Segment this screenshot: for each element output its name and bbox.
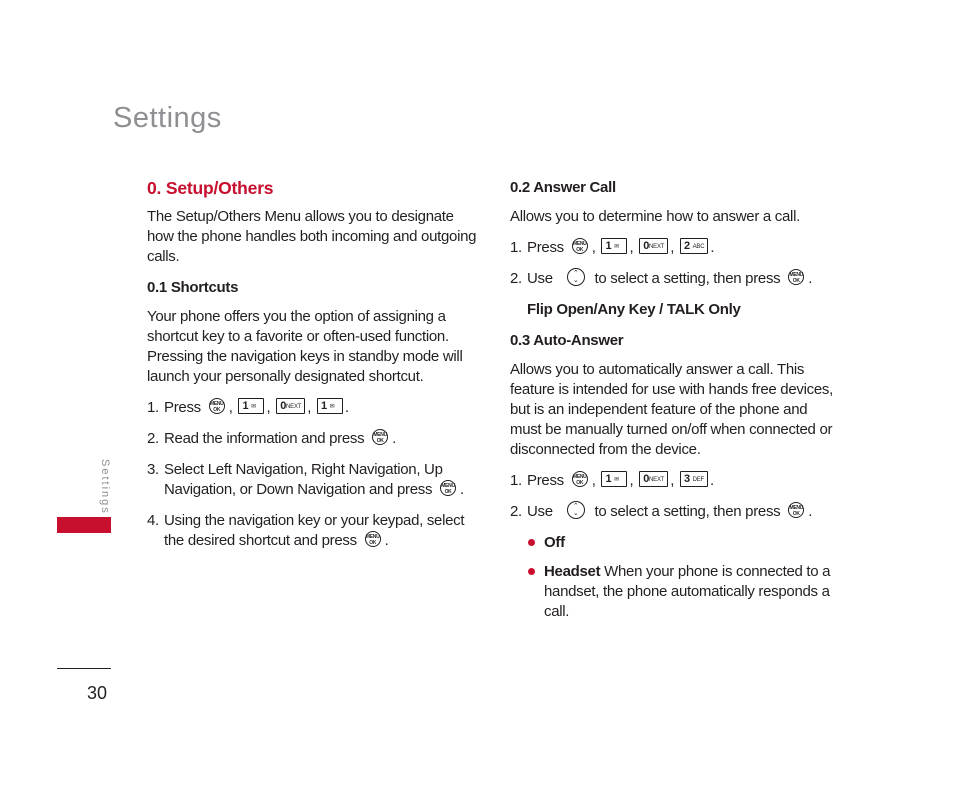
step-number: 1. <box>147 399 159 416</box>
side-tab-label: Settings <box>99 459 111 515</box>
shortcuts-description: Your phone offers you the option of assigning a shortcut key to a favorite or often-used function. Pressing the navigation keys in standby mode will launch your personally designated shortcut. <box>147 308 463 385</box>
step-text: Press <box>527 472 564 489</box>
step-text: Read the information and press <box>164 430 365 447</box>
menu-ok-key-icon: MENU OK <box>372 429 388 445</box>
step-number: 3. <box>147 461 159 478</box>
step-text: Press <box>527 239 564 256</box>
menu-ok-key-icon: MENU OK <box>572 471 588 487</box>
key-0-icon: 0NEXT <box>639 471 668 487</box>
step-number: 4. <box>147 512 159 529</box>
step-text: Select Left Navigation, Right Navigation, Up Navigation, or Down Navigation and press <box>164 461 443 498</box>
section-title: 0. Setup/Others <box>147 178 274 198</box>
step-number: 1. <box>510 472 522 489</box>
answer-call-step-1: 1. Press MENU OK , 1 ✉ , 0NEXT , 2 ABC . <box>510 239 715 256</box>
bullet-dot-icon <box>527 533 544 553</box>
bullet-headset <box>527 562 836 622</box>
bullet-off <box>527 533 836 553</box>
menu-ok-key-icon: MENU OK <box>788 502 804 518</box>
step-text: Using the navigation key or your keypad, select the desired shortcut and press <box>164 512 465 549</box>
shortcuts-step-4: 4. Using the navigation key or your keypad, select the desired shortcut and press MENU OK . <box>147 512 465 549</box>
auto-answer-step-1: 1. Press MENU OK , 1 ✉ , 0NEXT , 3 DEF . <box>510 472 714 489</box>
left-column <box>147 178 479 562</box>
footer-rule <box>57 668 111 669</box>
step-text: Use <box>527 503 553 520</box>
step-number: 2. <box>510 503 522 520</box>
section-intro: The Setup/Others Menu allows you to designate how the phone handles both incoming and outgoing calls. <box>147 208 477 265</box>
menu-ok-key-icon: MENU OK <box>788 269 804 285</box>
key-1-icon: 1 ✉ <box>317 398 343 414</box>
shortcuts-step-2: 2. Read the information and press MENU OK . <box>147 430 397 447</box>
key-0-icon: 0NEXT <box>639 238 668 254</box>
shortcuts-step-1: 1. Press MENU OK , 1 ✉ , 0NEXT , 1 ✉ . <box>147 399 349 416</box>
subsection-title-shortcuts: 0.1 Shortcuts <box>147 279 239 296</box>
menu-ok-key-icon: MENU OK <box>365 531 381 547</box>
side-tab-bar <box>57 517 111 533</box>
menu-ok-key-icon: MENU OK <box>572 238 588 254</box>
auto-answer-step-2: 2. Use ⌃ ⌄ to select a setting, then press MENU OK . <box>510 503 813 520</box>
subsection-title-auto-answer: 0.3 Auto-Answer <box>510 332 624 349</box>
answer-call-options: Flip Open/Any Key / TALK Only <box>527 301 741 318</box>
key-1-icon: 1 ✉ <box>601 471 627 487</box>
key-3-icon: 3 DEF <box>680 471 708 487</box>
step-text: to select a setting, then press <box>594 270 781 287</box>
menu-ok-key-icon: MENU OK <box>440 480 456 496</box>
navigation-key-icon: ⌃ ⌄ <box>567 501 585 519</box>
bullet-dot-icon <box>527 562 544 622</box>
step-text: Press <box>164 399 201 416</box>
right-column <box>510 178 836 631</box>
subsection-title-answer-call: 0.2 Answer Call <box>510 179 616 196</box>
bullet-label: Headset <box>544 563 601 580</box>
page-title: Settings <box>113 102 222 134</box>
auto-answer-description: Allows you to automatically answer a call. This feature is intended for use with hands free devices, but is an independent feature of the phone and must be manually turned on/off when connected or disconnected from the device. <box>510 361 833 458</box>
step-number: 2. <box>510 270 522 287</box>
key-2-icon: 2 ABC <box>680 238 708 254</box>
bullet-label: Off <box>544 534 565 551</box>
step-text: Use <box>527 270 553 287</box>
step-number: 2. <box>147 430 159 447</box>
menu-ok-key-icon: MENU OK <box>209 398 225 414</box>
shortcuts-step-3: 3. Select Left Navigation, Right Navigation, Up Navigation, or Down Navigation and press MENU OK . <box>147 461 464 498</box>
key-1-icon: 1 ✉ <box>601 238 627 254</box>
bullet-text: When your phone is connected to a handset, the phone automatically responds a call. <box>544 563 831 620</box>
page-number: 30 <box>87 683 108 703</box>
answer-call-step-2: 2. Use ⌃ ⌄ to select a setting, then press MENU OK . <box>510 270 813 287</box>
step-text: to select a setting, then press <box>594 503 781 520</box>
answer-call-description: Allows you to determine how to answer a call. <box>510 208 800 225</box>
step-number: 1. <box>510 239 522 256</box>
navigation-key-icon: ⌃ ⌄ <box>567 268 585 286</box>
key-1-icon: 1 ✉ <box>238 398 264 414</box>
key-0-icon: 0NEXT <box>276 398 305 414</box>
